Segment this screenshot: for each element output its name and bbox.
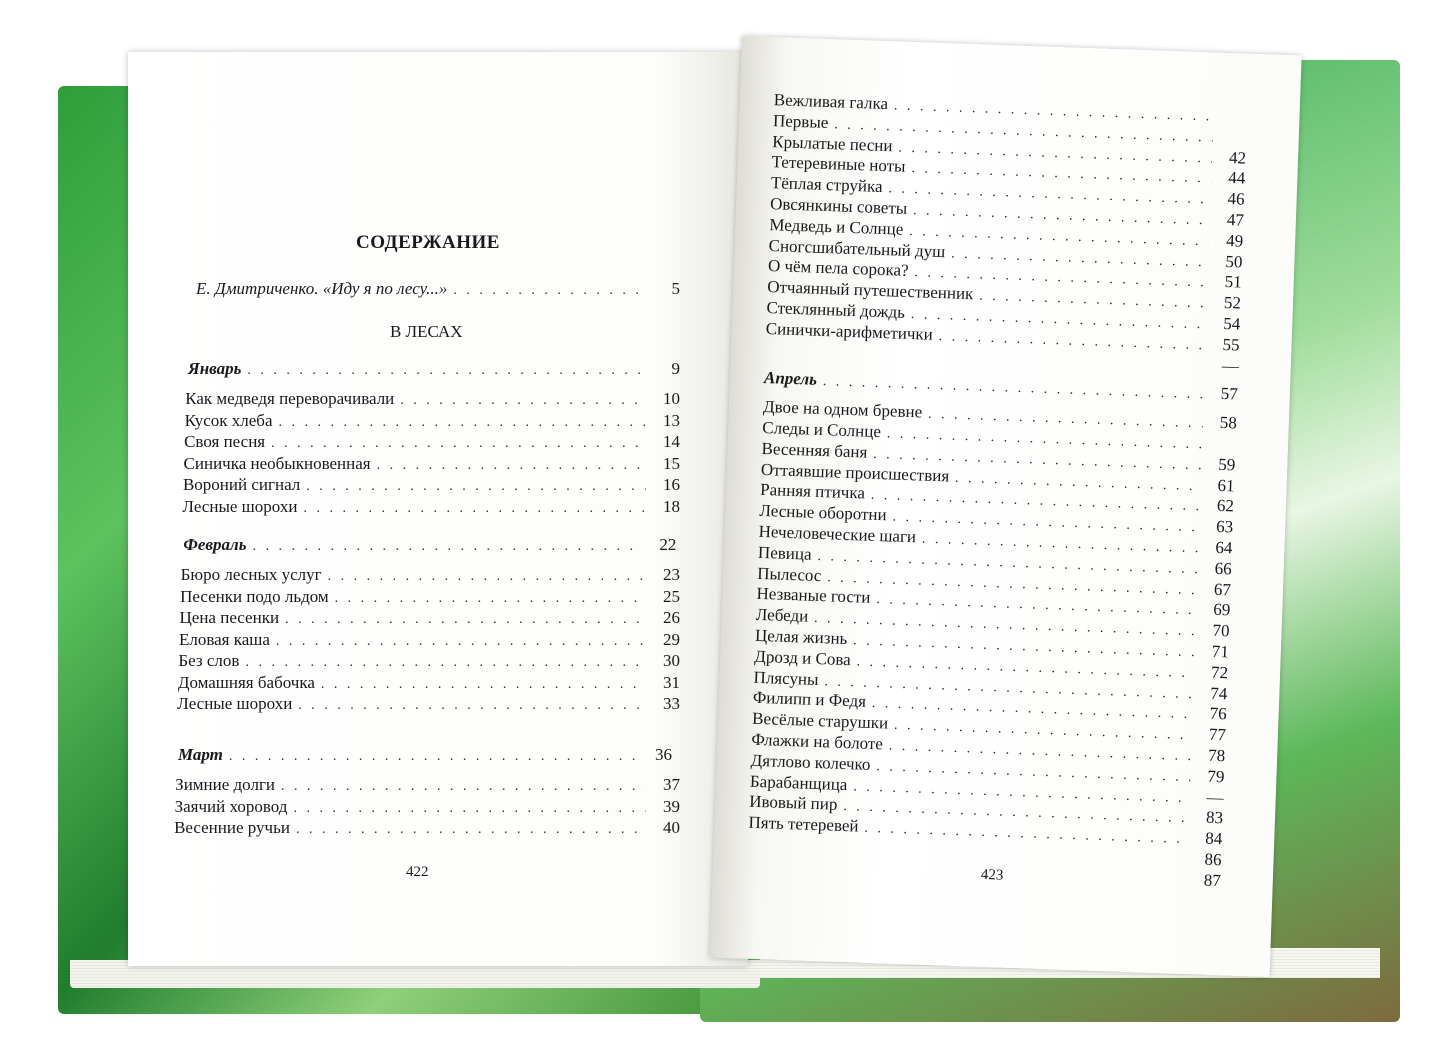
toc-entry-title: Сногсшибательный душ bbox=[768, 235, 946, 261]
toc-row bbox=[185, 388, 680, 411]
toc-entry-title: Первые bbox=[772, 110, 829, 132]
leader-dots bbox=[245, 652, 646, 673]
toc-row bbox=[177, 693, 680, 716]
leader-dots bbox=[293, 798, 646, 819]
toc-entry-page: — bbox=[1221, 355, 1240, 376]
toc-entry-page: 31 bbox=[662, 672, 680, 692]
toc-row bbox=[180, 607, 680, 630]
toc-entry-page: 40 bbox=[662, 818, 680, 837]
toc-row bbox=[184, 453, 680, 476]
toc-entry-page: 51 bbox=[1224, 272, 1243, 292]
leader-dots bbox=[400, 390, 646, 411]
toc-entry-title: Е. Дмитриченко. «Иду я по лесу...» bbox=[196, 279, 448, 298]
toc-entry-title: Следы и Солнце bbox=[762, 417, 882, 442]
toc-entry-page: 71 bbox=[1211, 641, 1230, 662]
toc-entry-title: Крылатые песни bbox=[772, 131, 893, 155]
toc-entry-page: 84 bbox=[1204, 828, 1223, 849]
toc-entry-page: 61 bbox=[1217, 475, 1235, 496]
leader-dots bbox=[247, 360, 646, 381]
toc-entry-title: Отчаянный путешественник bbox=[766, 277, 974, 304]
toc-row bbox=[174, 817, 680, 840]
toc-entry-title: Лесные шорохи bbox=[182, 496, 298, 516]
toc-entry-page: 39 bbox=[663, 796, 680, 816]
toc-entry-title: Весёлые старушки bbox=[751, 708, 889, 733]
toc-entry-page: 58 bbox=[1219, 413, 1238, 433]
toc-entry-page: 16 bbox=[662, 475, 680, 494]
page-number-left: 422 bbox=[406, 864, 429, 880]
leader-dots bbox=[377, 455, 646, 476]
toc-entry-title: Как медведя переворачивали bbox=[185, 389, 395, 408]
toc-entry-title: Вороний сигнал bbox=[182, 475, 301, 494]
toc-entry-title: Лебеди bbox=[755, 604, 809, 626]
toc-entry-page: 37 bbox=[662, 775, 680, 794]
toc-entry-title: Домашняя бабочка bbox=[177, 672, 315, 692]
toc-section-row bbox=[178, 744, 672, 767]
toc-entry-page: 29 bbox=[662, 629, 680, 649]
toc-entry-title: Медведь и Солнце bbox=[769, 214, 904, 239]
toc-entry-title: Без слов bbox=[178, 651, 240, 670]
toc-row bbox=[180, 586, 680, 609]
toc-entry-title: Барабанщица bbox=[749, 771, 848, 794]
leader-dots bbox=[281, 776, 646, 797]
toc-entry-page: 78 bbox=[1207, 745, 1226, 766]
toc-entry-title: Еловая каша bbox=[178, 629, 270, 649]
toc-entry-title: Целая жизнь bbox=[754, 625, 848, 648]
leader-dots bbox=[271, 433, 646, 454]
toc-entry-page: 46 bbox=[1227, 189, 1245, 209]
toc-row bbox=[182, 496, 680, 519]
toc-entry-page: 74 bbox=[1210, 683, 1228, 703]
toc-entry-page: 30 bbox=[662, 651, 680, 670]
toc-entry-page: 42 bbox=[1228, 147, 1247, 168]
toc-entry-page: 59 bbox=[1218, 454, 1236, 475]
toc-entry-page: 22 bbox=[659, 535, 677, 554]
toc-entry-title: Лесные оборотни bbox=[759, 501, 888, 525]
toc-entry-page: — bbox=[1206, 787, 1225, 807]
toc-entry-page: 49 bbox=[1225, 230, 1244, 251]
toc-entry-title: Незваные гости bbox=[756, 584, 871, 608]
leader-dots bbox=[306, 476, 646, 497]
leader-dots bbox=[303, 498, 646, 519]
toc-entry-title: Весенняя баня bbox=[761, 438, 868, 462]
leader-dots bbox=[229, 746, 638, 767]
leader-dots bbox=[253, 536, 643, 557]
leader-dots bbox=[296, 819, 646, 840]
toc-entry-title: Кусок хлеба bbox=[184, 410, 273, 430]
toc-entry-page: 15 bbox=[662, 453, 680, 473]
toc-entry-title: Оттаявшие происшествия bbox=[760, 459, 950, 486]
toc-entry-title: Лесные шорохи bbox=[177, 694, 293, 713]
toc-entry-page: 14 bbox=[662, 432, 680, 451]
toc-entry-page: 79 bbox=[1207, 766, 1225, 786]
right-toc-list bbox=[747, 89, 1248, 891]
toc-entry-title: Тёплая струйка bbox=[770, 173, 883, 197]
toc-entry-title: Зимние долги bbox=[175, 775, 276, 794]
toc-entry-page: 62 bbox=[1216, 496, 1235, 516]
page-number-right: 423 bbox=[980, 866, 1004, 884]
toc-entry-page: 47 bbox=[1226, 210, 1245, 230]
toc-entry-title: Флажки на болоте bbox=[751, 729, 884, 754]
toc-entry-page: 9 bbox=[671, 359, 680, 378]
toc-row bbox=[175, 796, 680, 819]
toc-row bbox=[179, 629, 680, 652]
right-page bbox=[710, 36, 1302, 977]
toc-entry-title: Дрозд и Сова bbox=[754, 646, 852, 669]
toc-entry-page: 18 bbox=[662, 496, 680, 516]
toc-entry-title: Синичка необыкновенная bbox=[183, 453, 371, 473]
toc-entry-page: 69 bbox=[1212, 600, 1231, 620]
toc-entry-page: 13 bbox=[662, 410, 680, 430]
toc-row bbox=[178, 672, 680, 695]
toc-entry-page: 87 bbox=[1203, 870, 1222, 890]
toc-row bbox=[181, 564, 680, 587]
toc-entry-page: 76 bbox=[1209, 704, 1227, 724]
toc-row-intro bbox=[196, 278, 680, 301]
toc-row bbox=[175, 774, 680, 797]
toc-entry-title: Овсянкины советы bbox=[769, 194, 908, 218]
toc-entry-page: 5 bbox=[671, 279, 680, 298]
toc-entry-page bbox=[1219, 141, 1247, 142]
leader-dots bbox=[328, 566, 646, 587]
leader-dots bbox=[285, 609, 646, 630]
toc-entry-page: 57 bbox=[1220, 384, 1239, 404]
toc-entry-page: 23 bbox=[662, 565, 680, 584]
toc-section-title: Январь bbox=[188, 359, 242, 378]
toc-entry-title: Дятлово колечко bbox=[750, 750, 871, 774]
toc-entry-title: Вежливая галка bbox=[773, 90, 889, 114]
toc-entry-page: 86 bbox=[1204, 849, 1222, 870]
part-title: В ЛЕСАХ bbox=[390, 322, 463, 341]
toc-section-row bbox=[183, 534, 676, 557]
toc-entry-title: Пять тетеревей bbox=[748, 812, 859, 836]
toc-entry-title: Песенки подо льдом bbox=[180, 586, 329, 606]
toc-entry-title: Плясуны bbox=[753, 667, 819, 689]
leader-dots bbox=[321, 674, 646, 695]
toc-entry-page: 54 bbox=[1222, 313, 1241, 334]
toc-entry-title: Бюро лесных услуг bbox=[180, 565, 322, 584]
toc-entry-page: 10 bbox=[662, 389, 680, 408]
toc-entry-title: Заячий хоровод bbox=[174, 796, 288, 816]
toc-entry-title: Весенние ручьи bbox=[174, 818, 290, 837]
toc-entry-title: Нечеловеческие шаги bbox=[758, 521, 917, 547]
toc-entry-page: 70 bbox=[1212, 620, 1230, 641]
toc-entry-page: 72 bbox=[1210, 662, 1229, 683]
leader-dots bbox=[335, 588, 646, 609]
toc-section-title: Март bbox=[177, 745, 223, 764]
toc-entry-title: Двое на одном бревне bbox=[762, 397, 923, 422]
toc-entry-page: 25 bbox=[662, 586, 680, 606]
toc-section-row bbox=[188, 358, 680, 381]
toc-title: СОДЕРЖАНИЕ bbox=[356, 232, 500, 253]
toc-row bbox=[178, 650, 680, 673]
toc-entry-title: О чём пела сорока? bbox=[767, 256, 909, 281]
leader-dots bbox=[279, 412, 646, 433]
leader-dots bbox=[298, 695, 646, 716]
toc-section-title: Февраль bbox=[183, 535, 247, 554]
toc-entry-page: 63 bbox=[1215, 516, 1234, 537]
toc-entry-page: 67 bbox=[1213, 579, 1232, 599]
toc-entry-title: Синички-арифметички bbox=[765, 318, 934, 344]
leader-dots bbox=[276, 631, 646, 652]
toc-entry-title: Ранняя птичка bbox=[759, 480, 866, 503]
toc-entry-page bbox=[1208, 448, 1236, 449]
toc-entry-title: Пылесос bbox=[756, 563, 822, 585]
toc-entry-title: Ивовый пир bbox=[748, 792, 838, 815]
toc-entry-page: 64 bbox=[1215, 537, 1233, 558]
toc-entry-title: Певица bbox=[757, 542, 812, 564]
toc-entry-title: Цена песенки bbox=[179, 608, 280, 627]
toc-row bbox=[185, 410, 680, 433]
toc-entry-page: 52 bbox=[1223, 293, 1242, 313]
toc-entry-page: 77 bbox=[1208, 724, 1227, 745]
toc-entry-page: 33 bbox=[662, 694, 680, 713]
toc-entry-title: Стеклянный дождь bbox=[766, 297, 906, 322]
toc-entry-page: 66 bbox=[1214, 558, 1233, 579]
toc-entry-page bbox=[1219, 121, 1247, 122]
toc-section-title: Апрель bbox=[763, 368, 818, 390]
toc-entry-title: Своя песня bbox=[184, 432, 266, 451]
toc-entry-page: 55 bbox=[1222, 334, 1240, 355]
leader-dots bbox=[453, 280, 646, 301]
toc-entry-title: Филипп и Федя bbox=[752, 688, 867, 712]
toc-entry-title: Тетеревиные ноты bbox=[771, 152, 906, 177]
toc-entry-page: 44 bbox=[1228, 168, 1246, 189]
toc-entry-page: 36 bbox=[654, 745, 672, 764]
toc-row bbox=[183, 474, 680, 497]
toc-entry-page: 83 bbox=[1205, 807, 1224, 828]
toc-entry-page: 26 bbox=[662, 608, 680, 627]
toc-entry-page: 50 bbox=[1225, 251, 1243, 272]
toc-row bbox=[184, 431, 680, 454]
